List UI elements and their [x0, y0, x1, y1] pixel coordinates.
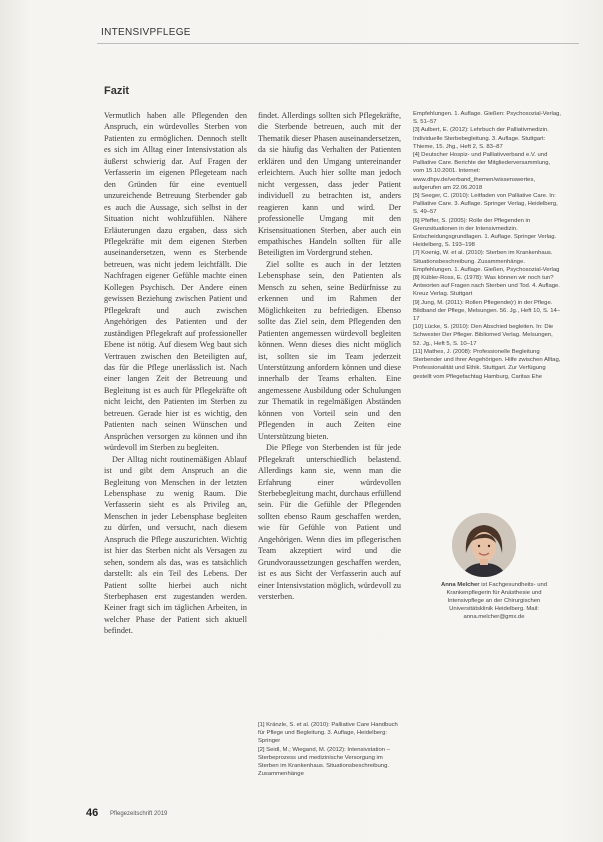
reference-list: [413, 110, 561, 381]
reference-item: [8] Kübler-Ross, E. (1978): Was können wir noch tun? Antworten auf Fragen nach Sterben und Tod. 4. Auflage. Kreuz Verlag. Stuttgart: [413, 275, 560, 298]
section-label: INTENSIVPFLEGE: [101, 27, 191, 38]
text-column-2: [258, 110, 401, 602]
reference-item: [11] Mathes, J. (2008): Professionelle Begleitung Sterbender und ihrer Angehörigen. Hilfe zwischen Alltag, Professionalität und Ethik. Stuttgart. Zur Verfügung gestellt vom Pflegefachtag Hamburg, Caritas Ehe: [413, 348, 561, 380]
reference-item: [9] Jung, M. (2011): Rollen Pflegende(r) in der Pflege. Bildband der Pflege, Melsungen. 56. Jg., Heft 10, S. 14–17: [413, 299, 561, 323]
paragraph: Vermutlich haben alle Pflegenden den Anspruch, ein würdevolles Sterben von Patienten zu ermöglichen. Dennoch stellt es sich im Alltag einer Intensivstation als äußerst schwierig dar. Auf Fragen der Verfasserin im eigenen Pflegeteam nach den Gründen für eine eventuell unzureichende Betreuung Sterbender gab es auch die Aussage, sich selbst in der Situation nicht wohlzufühlen. Nähere Erläuterungen dazu ergaben, dass sich Pflegekräfte mit dem eigenen Sterben auseinandersetzen, wenn es Sterbende betreuen, was nicht jedem leichtfällt. Die Nachfragen eigener Gefühle machte einen Kollegen Psychisch. Der Andere einen gewissen Beziehung zwischen Patient und Pflegekraft und auch zwischen Angehörigen des Patienten und der zuständigen Pflegekraft auf professioneller Ebene ist nötig. Auf diesem Weg baut sich Vertrauen zwischen den Beteiligten auf, das für die Pflege unerlässlich ist. Nach einer langen Zeit der Betreuung und Begleitung ist es auch für Pflegekräfte oft nicht leicht, den Patienten im Sterben zu betreuen. Gerade hier ist es wichtig, den Patienten nach seinen Wünschen und Ansprüchen versorgen zu können und ihn würdevoll im Sterben zu begleiten.: [104, 111, 247, 453]
paragraph: findet. Allerdings sollten sich Pflegekräfte, die Sterbende betreuen, auch mit der Thematik dieser Phasen auseinandersetzen, da sie häufig das Verhalten der Patienten erklären und den Umgang untereinander erleichtern. Auch hier sollte man jedoch nicht vergessen, dass jeder Patient individuell zu betrachten ist, anders reagieren kann und wird. Der professionelle Umgang mit den Krisensituationen Sterben, aber auch ein empathisches Handeln sollten für alle Beteiligten im Vordergrund stehen.: [258, 111, 401, 258]
article-heading: Fazit: [104, 85, 130, 97]
paragraph: Der Alltag nicht routinemäßigen Ablauf ist und gibt dem Anspruch an die Begleitung von Menschen in der letzten Lebensphase zu wenig Raum. Die Verfasserin sieht es als Privileg an, Menschen in jeder Lebensphase begleiten zu dürfen, und versucht, nach diesem Anspruch die Pflege auszurichten. Wichtig ist hier das Sterben nicht als Versagen zu sehen, sondern als das, was es tatsächlich darstellt: als ein Teil des Lebens. Der Patient sollte hierbei auch nicht Sterbephasen erst zugestanden werden. Keiner fragt sich im täglichen Arbeiten, in welcher Phase der Patient sich aktuell befindet.: [104, 454, 247, 636]
reference-item: Empfehlungen. 1. Auflage. Gießen: Psychosozial-Verlag, S. 51–57: [413, 111, 562, 126]
publication-name: Pflegezeitschrift 2019: [110, 811, 168, 817]
paragraph: Ziel sollte es auch in der letzten Lebensphase sein, den Patienten als Mensch zu sehen, seine Bedürfnisse zu erkennen und im Rahmen der Möglichkeiten zu befriedigen. Ebenso sollte das Ziel sein, dem Pflegenden den Patienten angemessen würdevoll begleiten können. Wenn dieses dies nicht möglich ist, sollten sie im Team jederzeit Unterstützung anfordern können und diese innerhalb der Teams erhalten. Eine angemessene Ausbildung oder Schulungen zur Thematik in regelmäßigen Abständen können von Vorteil sein und den Pflegenden in auch Zeiten eine Unterstützung bieten.: [258, 259, 401, 441]
author-name: Anna Melcher: [440, 582, 480, 588]
author-portrait: [452, 513, 516, 577]
reference-item: [7] Koenig, W. et al. (2010): Sterben im Krankenhaus. Situationsbeschreibung. Zusammenhänge. Empfehlungen. 1. Auflage. Gießen, Psychosozial-Verlag: [413, 250, 560, 273]
text-column-1: [104, 110, 247, 637]
reference-item: [3] Aulbert, E. (2012): Lehrbuch der Palliativmedizin. Individuelle Sterbebegleitung. 3. Auflage. Stuttgart: Thieme, 15. Jhg., Heft 2, S. 83–87: [413, 127, 549, 150]
header-divider: [97, 43, 579, 44]
reference-item: [4] Deutscher Hospiz- und Palliativverband e.V. und Palliative Care. Berichte der Mitgliederversammlung, vom 15.10.2001. Internet: www.dhpv.de/verband_themen/wissenswertes, aufgerufen am 22.06.2018: [413, 152, 551, 191]
reference-item: [5] Seeger, C. (2010): Leitfaden von Palliative Care. In: Palliative Care. 3. Auflage. Springer Verlag, Heidelberg, S. 49–57: [413, 193, 558, 216]
page-number: 46: [86, 807, 99, 819]
footnotes: [258, 721, 403, 778]
author-photo-illustration: [452, 513, 516, 577]
footnote: [2] Seidl, M.; Wiegand, M. (2012): Intensivstation – Sterbeprozess und medizinische Versorgung im Sterben im Krankenhaus. Situationsbeschreibung. Zusammenhänge: [258, 746, 390, 778]
footnote: [1] Kränzle, S. et al. (2010): Palliative Care Handbuch für Pflege und Begleitung. 3. Auflage, Heidelberg: Springer: [258, 722, 398, 745]
author-details: ist Fachgesundheits- und Krankenpflegerin für Anästhesie und Intensivpflege an der Chirurgischen Universitätsklinik Heidelberg. Mail: anna.melcher@gmx.de: [446, 582, 548, 620]
paragraph: Die Pflege von Sterbenden ist für jede Pflegekraft unterschiedlich belastend. Allerdings kann sie, wenn man die Erfahrung einer würdevollen Sterbebegleitung macht, durchaus erfüllend sein. Für die Gefühle der Pflegenden sollten ebenso Raum geschaffen werden, wie für Gefühle von Patient und Angehörigen. Wenn dies im pflegerischen Team akzeptiert wird und die Grundvoraussetzungen geschaffen werden, ist es aus Sicht der Verfasserin auch auf einer Intensivstation möglich, würdevoll zu versterben.: [258, 443, 401, 602]
author-bio: [430, 581, 558, 621]
reference-item: [10] Lücke, S. (2010): Den Abschied begleiten. In: Die Schwester Der Pfleger. Bibliomed Verlag. Melsungen, 52. Jg., Heft 5, S. 10–17: [413, 324, 554, 347]
reference-item: [6] Pfeffer, S. (2005): Rolle der Pflegenden in Grenzsituationen in der Intensivmedizin. Entscheidungsgrundlagen. 1. Auflage. Springer Verlag. Heidelberg, S. 193–198: [413, 217, 557, 249]
